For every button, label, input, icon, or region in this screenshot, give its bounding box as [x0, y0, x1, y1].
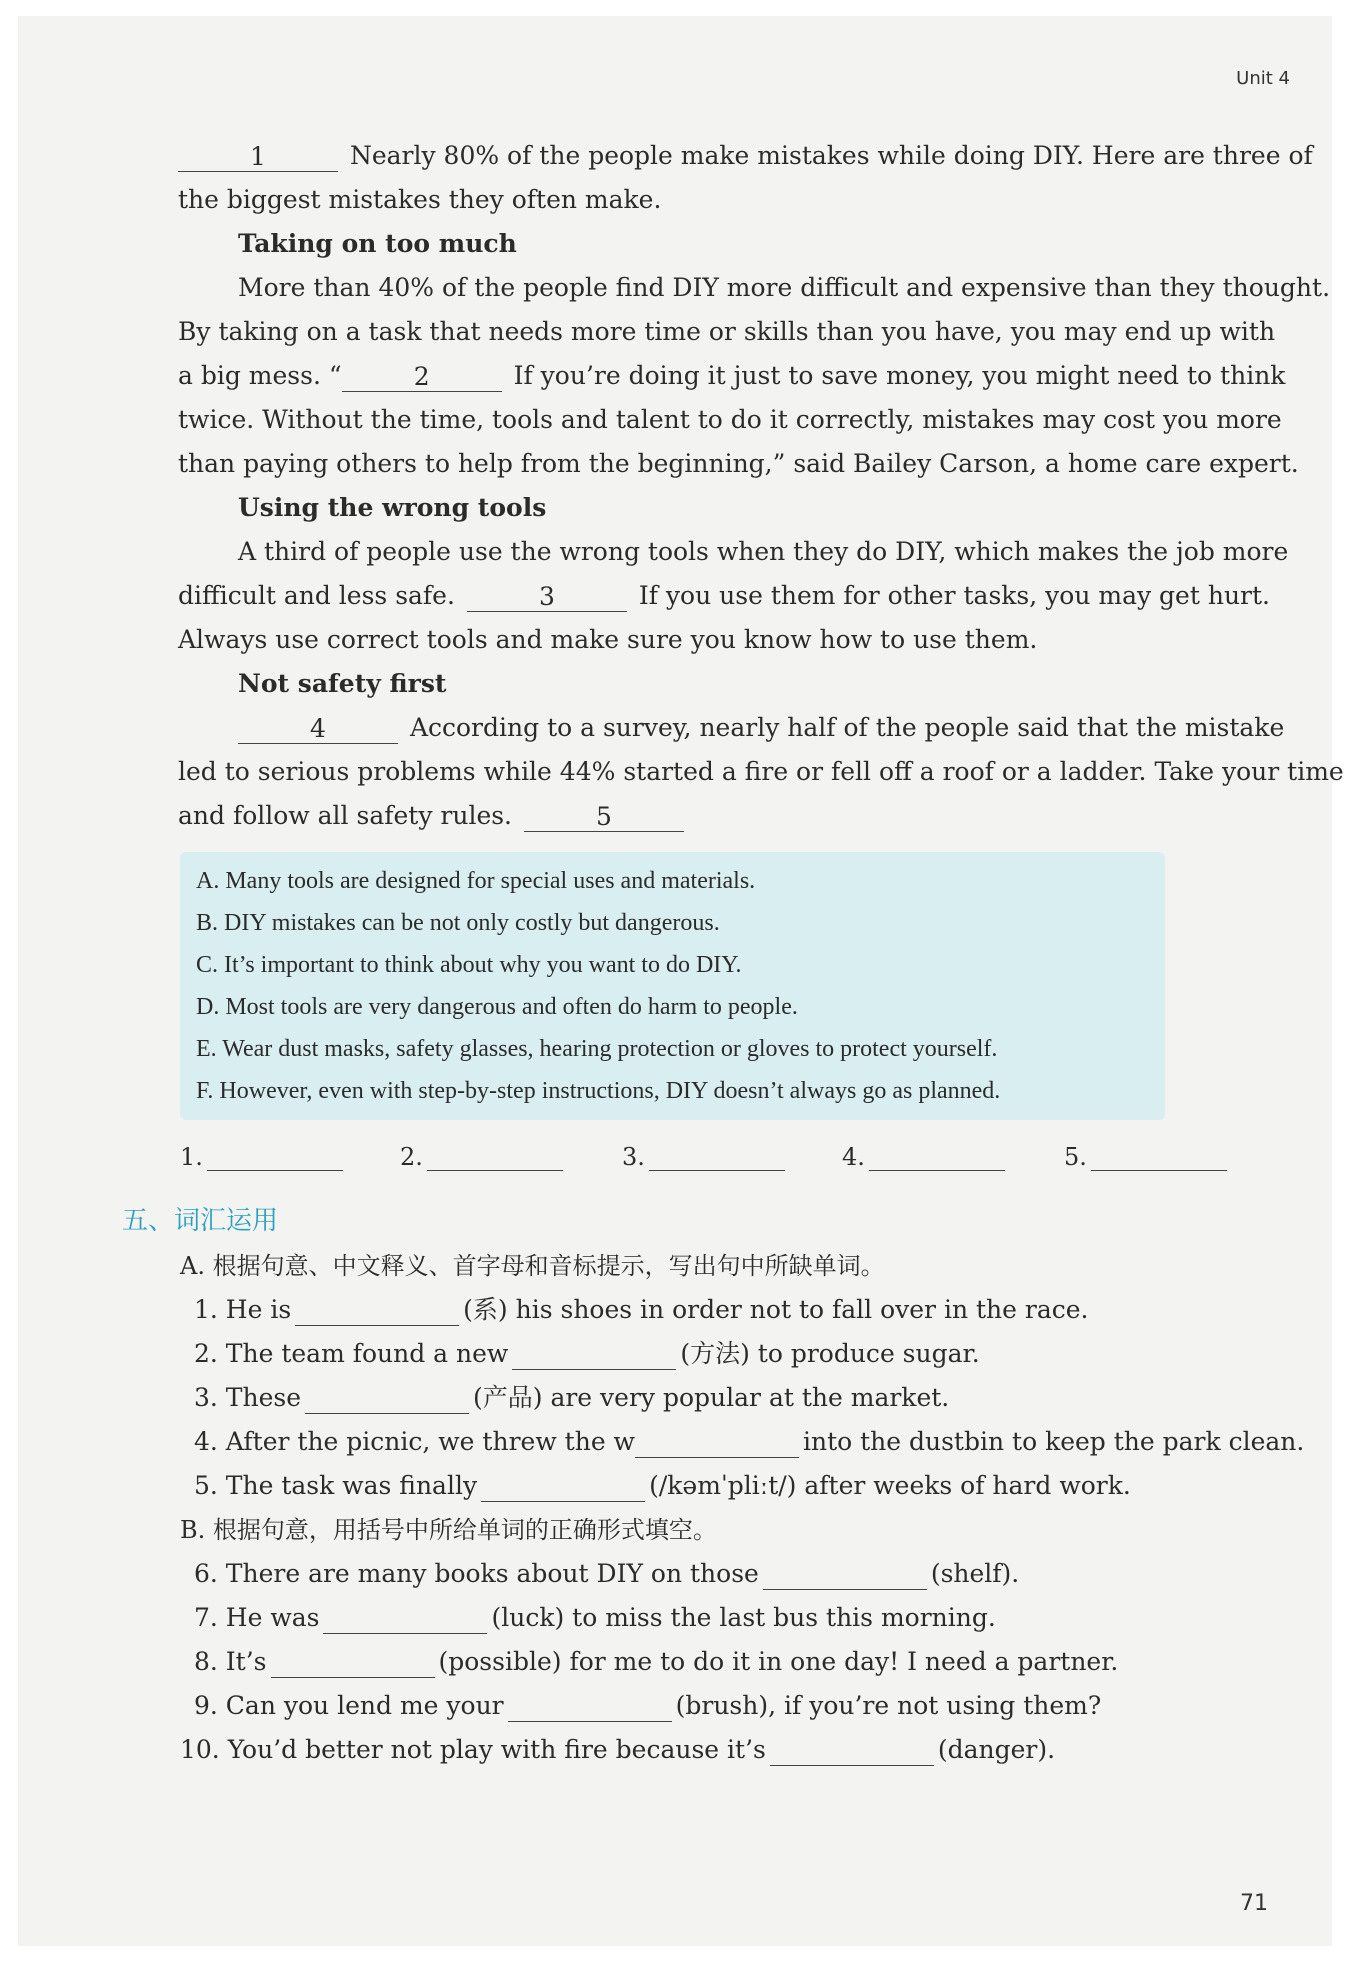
passage-line: A third of people use the wrong tools when they do DIY, which makes the job more: [238, 537, 1289, 566]
q6-blank[interactable]: [763, 1559, 927, 1590]
passage-line: Always use correct tools and make sure you know how to use them.: [178, 625, 1038, 654]
unit-label: Unit 4: [1236, 68, 1290, 89]
instruction-b: B. 根据句意，用括号中所给单词的正确形式填空。: [180, 1516, 717, 1544]
question-2: 2. The team found a new (方法) to produce sugar.: [194, 1339, 980, 1368]
answer-item: 2.: [400, 1140, 567, 1171]
q8-blank[interactable]: [271, 1647, 435, 1678]
passage-line: difficult and less safe. 3 If you use them for other tasks, you may get hurt.: [178, 581, 1270, 611]
passage-line: a big mess. “ 2 If you’re doing it just to save money, you might need to think: [178, 361, 1286, 391]
section-title: 五、词汇运用: [122, 1206, 279, 1236]
question-4: 4. After the picnic, we threw the w into the dustbin to keep the park clean.: [194, 1427, 1305, 1456]
passage-line: the biggest mistakes they often make.: [178, 185, 662, 214]
passage-line: 4 According to a survey, nearly half of the people said that the mistake: [238, 712, 1284, 744]
q9-blank[interactable]: [508, 1691, 672, 1722]
q10-blank[interactable]: [770, 1735, 934, 1766]
q4-blank[interactable]: [635, 1427, 799, 1458]
passage-line: 1 Nearly 80% of the people make mistakes while doing DIY. Here are three of: [178, 140, 1313, 172]
answer-item: 1.: [180, 1140, 347, 1171]
page-number: 71: [1240, 1891, 1268, 1916]
option-c: C. It’s important to think about why you want to do DIY.: [196, 952, 742, 978]
question-6: 6. There are many books about DIY on those (shelf).: [194, 1559, 1020, 1588]
answer-blank-3[interactable]: [649, 1140, 785, 1171]
question-10: 10. You’d better not play with fire because it’s (danger).: [180, 1735, 1056, 1764]
answer-blank-4[interactable]: [869, 1140, 1005, 1171]
subheading-using-wrong-tools: Using the wrong tools: [238, 493, 547, 522]
passage-line: twice. Without the time, tools and talent to do it correctly, mistakes may cost you more: [178, 405, 1282, 434]
answer-item: 3.: [622, 1140, 789, 1171]
answer-item: 5.: [1064, 1140, 1231, 1171]
passage-line: More than 40% of the people find DIY more difficult and expensive than they thought.: [238, 273, 1331, 302]
blank-2[interactable]: 2: [342, 361, 502, 392]
subheading-taking-on-too-much: Taking on too much: [238, 229, 517, 258]
blank-1[interactable]: 1: [178, 141, 338, 172]
q3-blank[interactable]: [305, 1383, 469, 1414]
option-b: B. DIY mistakes can be not only costly but dangerous.: [196, 910, 720, 936]
q2-blank[interactable]: [512, 1339, 676, 1370]
answer-blank-1[interactable]: [207, 1140, 343, 1171]
question-8: 8. It’s (possible) for me to do it in one day! I need a partner.: [194, 1647, 1119, 1676]
q7-blank[interactable]: [323, 1603, 487, 1634]
option-a: A. Many tools are designed for special uses and materials.: [196, 868, 756, 894]
answer-item: 4.: [842, 1140, 1009, 1171]
passage-line: led to serious problems while 44% started a fire or fell off a roof or a ladder. Take your time: [178, 757, 1344, 786]
answer-blank-5[interactable]: [1091, 1140, 1227, 1171]
question-3: 3. These (产品) are very popular at the market.: [194, 1383, 950, 1412]
question-5: 5. The task was finally (/kəmˈpliːt/) after weeks of hard work.: [194, 1471, 1131, 1500]
passage-line: and follow all safety rules. 5: [178, 800, 688, 832]
passage-line: By taking on a task that needs more time or skills than you have, you may end up with: [178, 317, 1276, 346]
question-9: 9. Can you lend me your (brush), if you’re not using them?: [194, 1691, 1102, 1720]
question-1: 1. He is (系) his shoes in order not to fall over in the race.: [194, 1295, 1089, 1324]
option-f: F. However, even with step-by-step instructions, DIY doesn’t always go as planned.: [196, 1078, 1001, 1104]
option-d: D. Most tools are very dangerous and often do harm to people.: [196, 994, 798, 1020]
option-e: E. Wear dust masks, safety glasses, hearing protection or gloves to protect yourself.: [196, 1036, 998, 1062]
blank-5[interactable]: 5: [524, 801, 684, 832]
q1-blank[interactable]: [295, 1295, 459, 1326]
blank-4[interactable]: 4: [238, 713, 398, 744]
question-7: 7. He was (luck) to miss the last bus this morning.: [194, 1603, 996, 1632]
passage-line: than paying others to help from the beginning,” said Bailey Carson, a home care expert.: [178, 449, 1299, 478]
answer-blank-2[interactable]: [427, 1140, 563, 1171]
subheading-not-safety-first: Not safety first: [238, 669, 447, 698]
instruction-a: A. 根据句意、中文释义、首字母和音标提示，写出句中所缺单词。: [180, 1252, 885, 1280]
blank-3[interactable]: 3: [467, 581, 627, 612]
q5-blank[interactable]: [481, 1471, 645, 1502]
